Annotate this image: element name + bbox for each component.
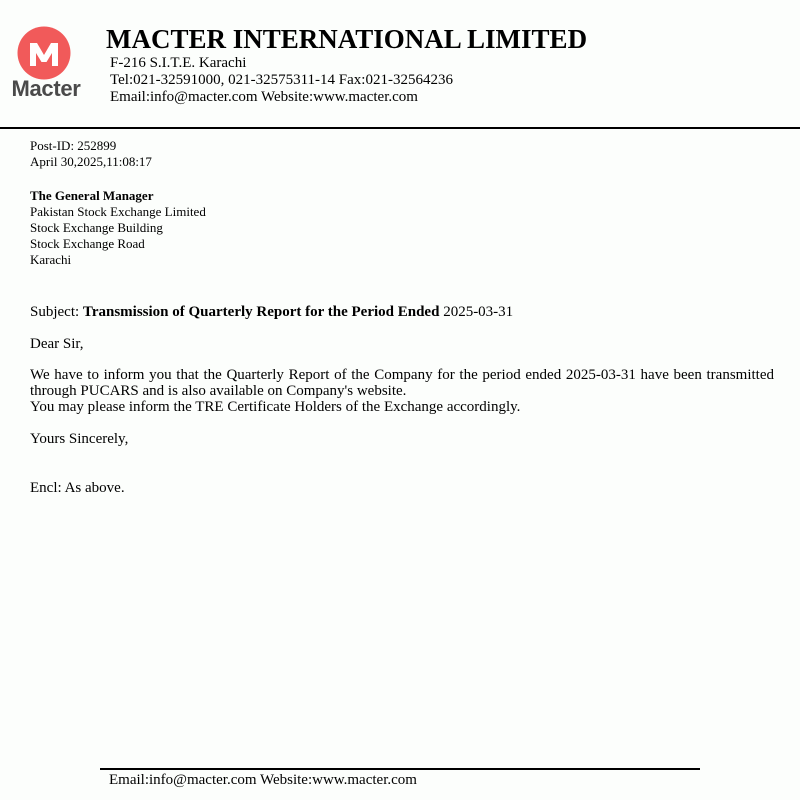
- subject-line: [30, 304, 513, 320]
- recipient-line: Karachi: [30, 252, 72, 267]
- subject-label: Subject:: [30, 304, 80, 320]
- subject-text: Transmission of Quarterly Report for the Period Ended: [82, 304, 440, 320]
- footer-divider: [100, 768, 700, 770]
- subject-date: 2025-03-31: [443, 304, 514, 320]
- recipient-line: Stock Exchange Building: [30, 220, 163, 235]
- logo-m-icon: [17, 26, 71, 80]
- header-divider: [0, 127, 800, 129]
- company-email-website: Email:info@macter.com Website:www.macter.com: [110, 89, 418, 105]
- closing: Yours Sincerely,: [30, 431, 129, 447]
- company-name: MACTER INTERNATIONAL LIMITED: [106, 24, 588, 54]
- logo-wordmark: Macter: [11, 76, 81, 101]
- body-paragraph: We have to inform you that the Quarterly Report of the Company for the period ended 2025-03-31 have been transmitted through PUCARS and is also available on Company's website.: [30, 367, 774, 399]
- company-phone-fax: Tel:021-32591000, 021-32575311-14 Fax:021-32564236: [110, 72, 453, 88]
- enclosure: Encl: As above.: [30, 480, 125, 496]
- footer-email-website: Email:info@macter.com Website:www.macter.com: [109, 772, 417, 788]
- post-id: Post-ID: 252899: [30, 138, 117, 153]
- company-logo: [2, 25, 90, 101]
- recipient-line: Stock Exchange Road: [30, 236, 145, 251]
- salutation: Dear Sir,: [30, 336, 84, 352]
- company-address: F-216 S.I.T.E. Karachi: [110, 55, 247, 71]
- recipient-line: Pakistan Stock Exchange Limited: [30, 204, 206, 219]
- letter-body: [30, 367, 774, 415]
- recipient-title: The General Manager: [30, 188, 154, 203]
- post-datetime: April 30,2025,11:08:17: [30, 154, 152, 169]
- body-paragraph: You may please inform the TRE Certificate Holders of the Exchange accordingly.: [30, 399, 521, 415]
